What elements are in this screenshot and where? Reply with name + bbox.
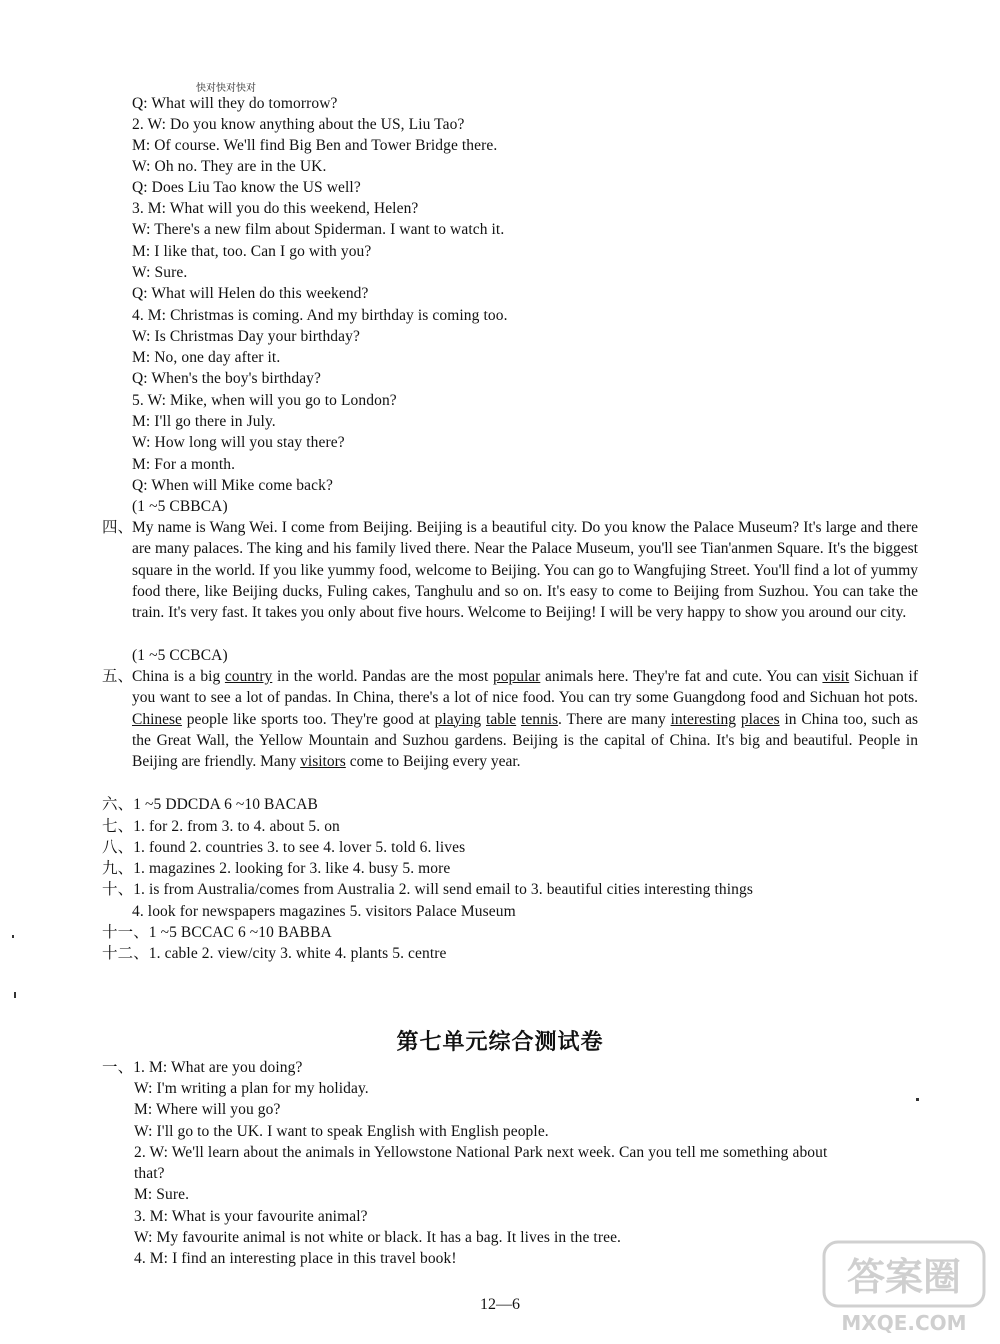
section-4-label: 四、 xyxy=(102,519,134,536)
script-line: 3. M: What will you do this weekend, Helen? xyxy=(132,200,419,217)
passage-text: China is a big xyxy=(132,668,225,685)
underlined-word: table xyxy=(486,710,517,728)
answer-line: 4. look for newspapers magazines 5. visitors Palace Museum xyxy=(132,903,516,920)
script-line: 2. W: We'll learn about the animals in Yellowstone National Park next week. Can you tell me something about xyxy=(134,1144,828,1161)
script-line: Q: When will Mike come back? xyxy=(132,477,333,494)
passage-text: Sichuan if you want to see a lot of pandas. In China, there's a lot of nice food. You can try some Guangdong food and Sichuan hot pots. xyxy=(132,668,918,707)
passage-text: in the world. Pandas are the most xyxy=(272,668,493,685)
answer-line: 十一、1 ~5 BCCAC 6 ~10 BABBA xyxy=(102,924,332,941)
section-4-text: My name is Wang Wei. I come from Beijing. Beijing is a beautiful city. Do you know the Palace Museum? It's large and there are many palaces. The king and his family lived there. Near the Palace Museum, you'll see Tian'anmen Square. It's the biggest square in the world. If you like yummy food, welcome to Beijing. You can go to Wangfujing Street. You'll find a lot of yummy food there, like Beijing ducks, Fuling cakes, Tanghulu and so on. It's easy to come to Beijing from Suzhou. You can take the train. It's very fast. It takes you only about five hours. Welcome to Beijing! I will be very happy to show you around our city. xyxy=(132,519,918,622)
margin-mark xyxy=(916,1098,919,1101)
script-line: Q: What will Helen do this weekend? xyxy=(132,285,369,302)
script-line: Q: What will they do tomorrow? xyxy=(132,95,338,112)
script-line: Q: Does Liu Tao know the US well? xyxy=(132,179,361,196)
unit-title: 第七单元综合测试卷 xyxy=(396,1030,604,1055)
underlined-word: country xyxy=(224,668,273,685)
answer-line: (1 ~5 CBBCA) xyxy=(132,498,228,515)
script-line: W: I'm writing a plan for my holiday. xyxy=(134,1080,369,1097)
margin-mark xyxy=(12,935,14,938)
section-5-label: 五、 xyxy=(102,668,134,685)
answer-line: 八、1. found 2. countries 3. to see 4. lover 5. told 6. lives xyxy=(102,839,466,856)
script-line: M: No, one day after it. xyxy=(132,349,281,366)
script-line: that? xyxy=(134,1165,165,1182)
underlined-word: popular xyxy=(492,668,541,685)
page-number: 12—6 xyxy=(480,1296,520,1313)
underlined-word: visitors xyxy=(300,753,346,771)
margin-mark xyxy=(14,992,16,998)
script-line: W: Oh no. They are in the UK. xyxy=(132,158,327,175)
script-line: 一、1. M: What are you doing? xyxy=(102,1059,303,1076)
script-line: M: Of course. We'll find Big Ben and Tower Bridge there. xyxy=(132,137,498,154)
passage-text: animals here. They're fat and cute. You can xyxy=(540,668,823,685)
script-line: W: Sure. xyxy=(132,264,188,281)
script-line: M: Sure. xyxy=(134,1186,190,1203)
section-4-answer: (1 ~5 CCBCA) xyxy=(132,647,228,664)
answer-line: 七、1. for 2. from 3. to 4. about 5. on xyxy=(102,818,340,835)
script-line: W: How long will you stay there? xyxy=(132,434,345,451)
script-line: 2. W: Do you know anything about the US, Liu Tao? xyxy=(132,116,465,133)
passage-text: people like sports too. They're good at xyxy=(181,710,435,728)
stamp-text: 快对快对快对 xyxy=(196,83,256,94)
script-line: M: I'll go there in July. xyxy=(132,413,276,430)
section-4-passage xyxy=(102,517,918,623)
underlined-word: playing xyxy=(434,710,482,728)
passage-text: come to Beijing every year. xyxy=(345,753,521,771)
underlined-word: Chinese xyxy=(132,710,182,728)
script-line: M: Where will you go? xyxy=(134,1101,281,1118)
script-line: 4. M: I find an interesting place in this travel book! xyxy=(134,1250,457,1267)
answer-line: 六、1 ~5 DDCDA 6 ~10 BACAB xyxy=(102,796,318,813)
script-line: M: For a month. xyxy=(132,456,236,473)
script-line: W: I'll go to the UK. I want to speak English with English people. xyxy=(134,1123,549,1140)
section-5-passage xyxy=(102,666,918,772)
script-line: Q: When's the boy's birthday? xyxy=(132,370,321,387)
underlined-word: interesting xyxy=(670,710,737,728)
watermark-title: 答案圈 xyxy=(846,1255,962,1299)
script-line: 4. M: Christmas is coming. And my birthday is coming too. xyxy=(132,307,508,324)
answer-line: 十二、1. cable 2. view/city 3. white 4. plants 5. centre xyxy=(102,945,447,962)
script-line: W: My favourite animal is not white or black. It has a bag. It lives in the tree. xyxy=(134,1229,622,1246)
underlined-word: places xyxy=(740,710,780,728)
script-line: W: Is Christmas Day your birthday? xyxy=(132,328,360,345)
watermark-logo xyxy=(820,1238,990,1338)
passage-text: in China too, such as the Great Wall, the Yellow Mountain and Suzhou gardens. Beijing is the capital of China. It's big and beautiful. People in Beijing are friendly. Many xyxy=(132,710,918,771)
underlined-word: visit xyxy=(822,668,850,685)
answer-line: 十、1. is from Australia/comes from Australia 2. will send email to 3. beautiful cities interesting things xyxy=(102,881,753,898)
script-line: M: I like that, too. Can I go with you? xyxy=(132,243,372,260)
passage-text: . There are many xyxy=(558,710,671,728)
script-line: 3. M: What is your favourite animal? xyxy=(134,1208,368,1225)
answer-line: 九、1. magazines 2. looking for 3. like 4. busy 5. more xyxy=(102,860,451,877)
script-line: 5. W: Mike, when will you go to London? xyxy=(132,392,397,409)
underlined-word: tennis xyxy=(521,710,559,728)
watermark-url: MXQE.COM xyxy=(841,1311,967,1335)
script-line: W: There's a new film about Spiderman. I want to watch it. xyxy=(132,221,505,238)
